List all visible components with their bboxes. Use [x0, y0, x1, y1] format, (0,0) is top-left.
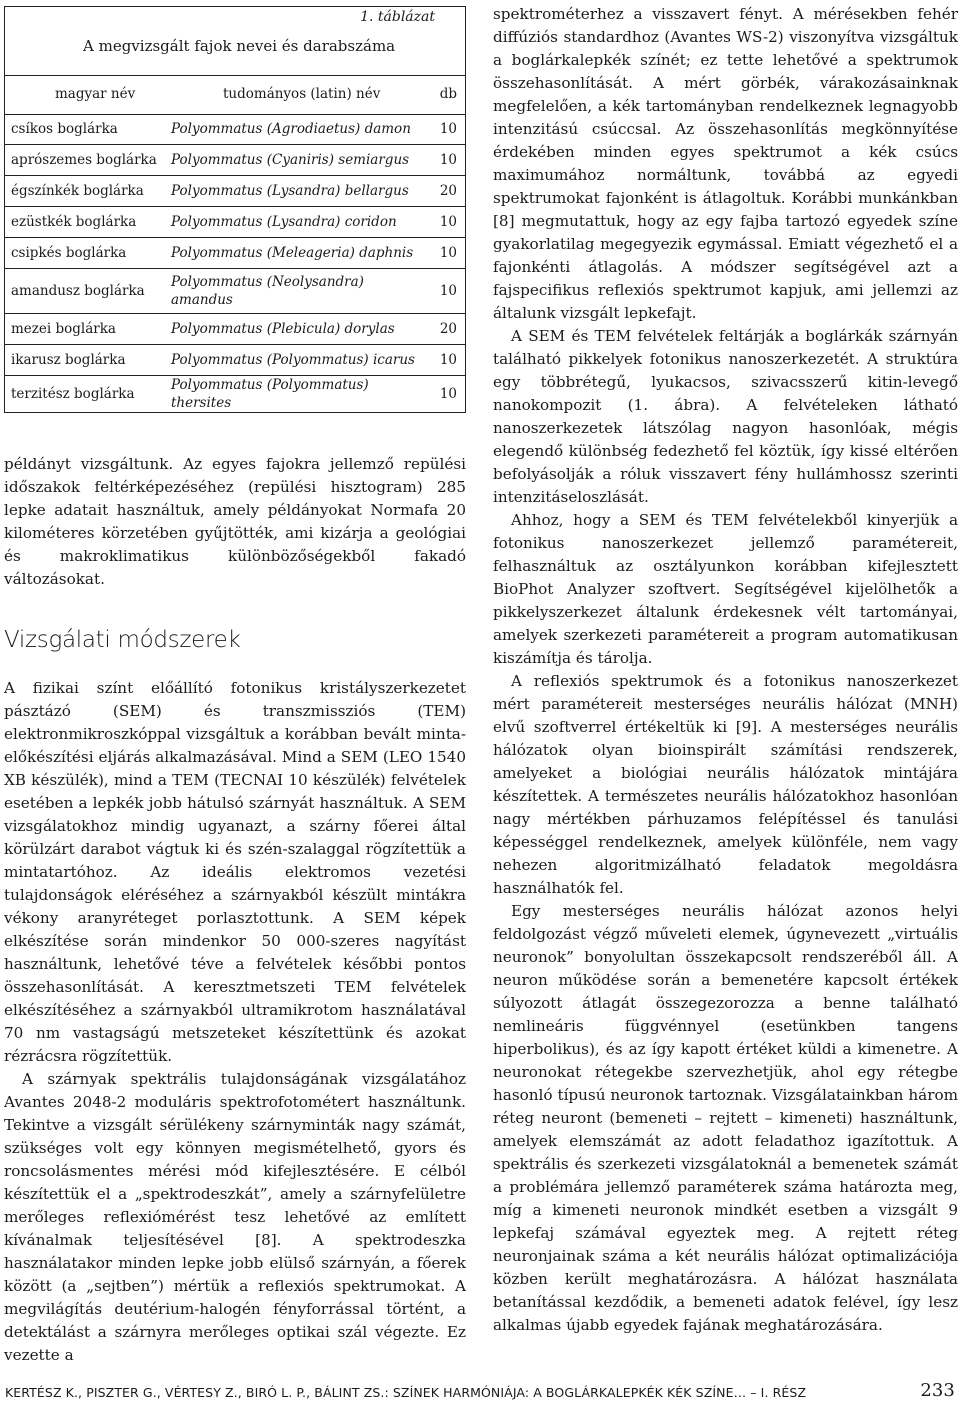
- table-row: [5, 268, 465, 314]
- cell-count: 20: [439, 182, 457, 199]
- table-title: A megvizsgált fajok nevei és darabszáma: [83, 37, 396, 55]
- right-paragraph-5: Egy mesterséges neurális hálózat azonos helyi feldolgozást végző műveleti elemek, úgynevezett „virtuális neuronok” bonyolultan összekapcsolt rendszeréből áll. A neuron működése során a bemenetére kapcsolt értékek súlyozott átlagát összegezorozza a benne található nemlineáris függvénnyel (esetünkben tangens hiperbolikus), és az így kapott értéket küldi a kimenetre. A neuronokat rétegekbe szervezhetjük, ahol egy rétegbe hasonló típusú neuronok tartoznak. Vizsgálatainkban három réteg neuront (bemeneti – rejtett – kimeneti) használtunk, amelyek elemszámát az adott feladathoz igazítottuk. A spektrális és szerkezeti vizsgálatoknál a bemenetek számát a problémára jellemző paraméterek száma határozta meg, míg a kimeneti neuronok mindkét esetben a vizsgált 9 lepkefaj számával egyeztek meg. A rejtett réteg neuronjainak száma a két neurális hálózat optimalizációja közben került meghatározásra. A hálózat használata betanítással kezdődik, a bemeneti adatok felével, így lesz alkalmas újabb egyedek fajának meghatározására.: [493, 902, 958, 1334]
- cell-count: 20: [439, 320, 457, 337]
- right-paragraph-3: Ahhoz, hogy a SEM és TEM felvételekből kinyerjük a fotonikus nanoszerkezet jellemző paramétereit, felhasználtuk az osztályunkon korábban kifejlesztett BioPhot Analyzer szoftvert. Segítségével kijelölhetők a pikkelyszerkezet általunk érdekesnek vélt tartományai, amelyek szerkezeti paramétereit a program automatikusan kiszámítja és tárolja.: [493, 511, 958, 667]
- cell-hungarian-name: ezüstkék boglárka: [11, 213, 137, 230]
- cell-count: 10: [439, 244, 457, 261]
- right-paragraph-1: spektrométerhez a visszavert fényt. A mérésekben fehér diffúziós standardhoz (Avantes WS-2) viszonyítva vizsgáltuk a boglárkalepkék színét; ez tette lehetővé a spektrumok összehasonlítását. A mért görbék, várakozásainknak megfelelően, a kék tartományban rendelkeznek legnagyobb intenzitású csúccsal. Az összehasonlítás megkönnyítése érdekében minden egyes spektrumot a kék csúcs maximumához normáltunk, továbbá az egyedi spektrumokat fajonként is átlagoltuk. Korábbi munkánkban [8] megmutattuk, hogy az egy fajba tartozó egyedek színe gyakorlatilag megegyezik egymással. Emiatt végezhető el a fajonkénti átlagolás. A módszer segítségével azt a fajspecifikus reflexiós spektrumot kapjuk, ami jellemzi az általunk vizsgált lepkefajt.: [493, 5, 958, 322]
- table-row: [5, 175, 465, 207]
- cell-latin-name: Polyommatus (Agrodiaetus) damon: [171, 120, 411, 137]
- cell-hungarian-name: ikarusz boglárka: [11, 351, 126, 368]
- species-table: [4, 6, 466, 413]
- cell-hungarian-name: amandusz boglárka: [11, 282, 145, 299]
- table-header: [5, 75, 465, 115]
- cell-count: 10: [439, 213, 457, 230]
- cell-count: 10: [439, 386, 457, 402]
- table-row: [5, 313, 465, 345]
- right-column: [493, 3, 958, 1337]
- cell-count: 10: [439, 151, 457, 168]
- cell-latin-name: Polyommatus (Meleageria) daphnis: [171, 244, 414, 261]
- cell-latin-name: Polyommatus (Lysandra) coridon: [171, 213, 397, 230]
- cell-count: 10: [439, 351, 457, 368]
- page-number: 233: [920, 1380, 955, 1401]
- left-paragraph-3: A szárnyak spektrális tulajdonságának vizsgálatához Avantes 2048-2 moduláris spektrofotométert használtunk. Tekintve a vizsgált sérülékeny szárnyminták nagy számát, szükséges volt egy könnyen megismételhető, gyors és roncsolásmentes mérési mód kifejlesztésére. E célból készítettük el a „spektrodeszkát”, amely a szárnyfelületre merőleges reflexiómérést tesz lehetővé az említett kívánalmak teljesítésével [8]. A spektrodeszka használatakor minden lepke jobb elülső szárnyán, a főerek között (a „sejtben”) mértük a reflexiós spektrumokat. A megvilágítás deutérium-halogén fényforrással történt, a detektálást a szárnyra merőleges optikai szál végezte. Ez vezette a: [4, 1070, 466, 1364]
- right-paragraph-2: A SEM és TEM felvételek feltárják a boglárkák szárnyán található pikkelyek fotonikus nanoszerkezetét. A struktúra egy többrétegű, lyukacsos, szivacsszerű kitin-levegő nanokompozit (1. ábra). A felvételeken látható nanoszerkezetek látszólag nagyon hasonlóak, mégis elegendő különbség fedezhető fel köztük, így kissé eltérően befolyásolják a róluk visszavert fény hullámhossz szerinti intenzitáseloszlását.: [493, 327, 958, 506]
- table-row: [5, 344, 465, 376]
- left-paragraph-2: A fizikai színt előállító fotonikus kristályszerkezetet pásztázó (SEM) és transzmissziós (TEM) elektronmikroszkóppal vizsgáltuk a korábban bevált minta-előkészítési eljárás alkalmazásával. Mind a SEM (LEO 1540 XB készülék), mind a TEM (TECNAI 10 készülék) felvételek esetében a lepkék jobb hátulsó szárnyát használtuk. A SEM vizsgálatokhoz mindig ugyanazt, a szárny főerei által körülzárt darabot vágtuk ki és szén-szalaggal rögzítettük a mintatartóhoz. Az ideális elektromos vezetési tulajdonságok eléréséhez a szárnyakból készült mintákra vékony aranyréteget porlasztottunk. A SEM képek elkészítése során mindenkor 50 000-szeres nagyítást használtunk, lehetővé téve a felvételek későbbi pontos összehasonlítását. A keresztmetszeti TEM felvételek elkészítéséhez a szárnyakból ultramikrotom használatával 70 nm vastagságú metszeteket készítettünk és azokat rézrácsra rögzítettük.: [4, 679, 466, 1065]
- page-footer: [5, 1380, 955, 1401]
- table-row: [5, 144, 465, 176]
- running-head: KERTÉSZ K., PISZTER G., VÉRTESY Z., BIRÓ L. P., BÁLINT ZS.: SZÍNEK HARMÓNIÁJA: A BOGLÁRKALEPKÉK KÉK SZÍNE… – I. RÉSZ: [5, 1385, 807, 1400]
- table-row: [5, 237, 465, 269]
- cell-count: 10: [439, 282, 457, 299]
- table-caption: 1. táblázat: [360, 9, 435, 25]
- cell-count: 10: [439, 120, 457, 137]
- left-column: [4, 6, 466, 1367]
- cell-latin-name: Polyommatus (Polyommatus) icarus: [171, 351, 415, 368]
- table-row: [5, 206, 465, 238]
- cell-hungarian-name: csíkos boglárka: [11, 120, 118, 137]
- header-latin-name: tudományos (latin) név: [223, 86, 381, 102]
- cell-hungarian-name: terzitész boglárka: [11, 386, 135, 402]
- left-paragraph-1: példányt vizsgáltunk. Az egyes fajokra jellemző repülési időszakok feltérképezéséhez (repülési hisztogram) 285 lepke adatait használtuk, amely példányokat Normafa 20 kilométeres körzetében gyűjtötték, ami kizárja a geológiai és makroklimatikus különbözőségekből fakadó változásokat.: [4, 455, 466, 588]
- cell-latin-name: Polyommatus (Cyaniris) semiargus: [171, 151, 410, 168]
- cell-hungarian-name: mezei boglárka: [11, 320, 116, 337]
- cell-hungarian-name: égszínkék boglárka: [11, 182, 144, 199]
- cell-latin-name: Polyommatus (Plebicula) dorylas: [171, 320, 395, 337]
- cell-latin-name: Polyommatus (Lysandra) bellargus: [171, 182, 409, 199]
- section-title: Vizsgálati módszerek: [4, 627, 241, 653]
- right-paragraph-4: A reflexiós spektrumok és a fotonikus nanoszerkezet mért paramétereit mesterséges neurális hálózat (MNH) elvű szoftverrel értékeltük ki [9]. A mesterséges neurális hálózatok olyan bioinspirált számítási rendszerek, amelyeket a biológiai neurális hálózatok mintájára készítettek. A természetes neurális hálózatokhoz hasonlóan nagy mértékben párhuzamos felépítéssel és tanulási képességgel rendelkeznek, amelyek különféle, nem vagy nehezen algoritmizálható feladatok megoldásra használhatók fel.: [493, 672, 958, 897]
- table-row: [5, 375, 465, 413]
- table-row: [5, 113, 465, 145]
- cell-hungarian-name: csipkés boglárka: [11, 244, 127, 261]
- cell-hungarian-name: aprószemes boglárka: [11, 151, 157, 168]
- cell-latin-name: Polyommatus (Neolysandra) amandus: [171, 273, 364, 308]
- header-count: db: [439, 86, 457, 102]
- cell-latin-name: Polyommatus (Polyommatus) thersites: [171, 377, 369, 411]
- header-hungarian-name: magyar név: [55, 86, 136, 102]
